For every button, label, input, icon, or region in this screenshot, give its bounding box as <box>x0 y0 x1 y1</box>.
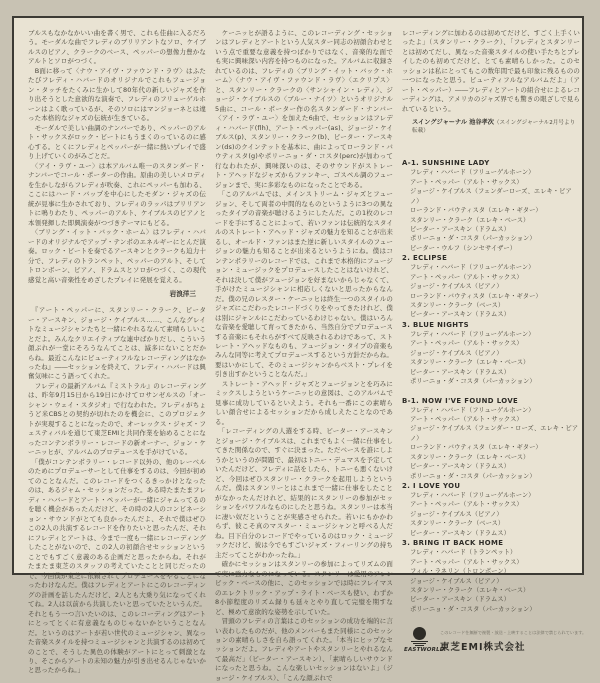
eastworld-logo <box>404 627 445 654</box>
track-personnel-line: ジョージ・ケイブルス（ピアノ） <box>410 349 503 357</box>
track-personnel-line: フレディ・ハバード（フリューゲルホーン） <box>410 406 535 414</box>
liner-notes-frame <box>12 16 587 682</box>
track-personnel-line: ローランド・バウティスタ（エレキ・ギター） <box>410 444 542 452</box>
eastworld-sun-icon <box>413 627 426 640</box>
track-item <box>402 481 580 538</box>
track-personnel-line: フレディ・ハバード（フリューゲルホーン） <box>410 169 535 177</box>
track-personnel-line: ピーター・アースキン（ドラムス） <box>410 529 510 537</box>
track-title: 2. ECLIPSE <box>402 254 448 263</box>
eastworld-logo-text: EASTWORLD <box>404 647 445 654</box>
track-title: A-1. SUNSHINE LADY <box>402 159 490 168</box>
text-columns <box>14 18 587 682</box>
track-personnel-line: アート・ペッパー（アルト・サックス） <box>410 273 523 281</box>
track-personnel-line: スタンリー・クラーク（ベース） <box>410 520 505 528</box>
essay-paragraph: ブルスもなかなかいい曲を書く男で、これも佳曲に入るだろう。モーダルな曲でフレディのブリリアントなソロ、ケイブルスのピアノ、クラークのベース、ペッパーの想像力豊かなアルトとソロがつづく。 <box>28 29 206 66</box>
track-personnel-line: ローランド・バウティスタ（エレキ・ギター） <box>410 207 542 215</box>
track-item <box>402 538 580 614</box>
essay-paragraph: 「レコーディングの人選をする時、ピーター・アースキンとジョージ・ケイブルスは、これまでもよく一緒に仕事をしてきた関係なので、すぐに決まった。ただベースを誰にしようかというのが問題で、最初はトニー・デュマスを予定していたんだけど、フレディに話をしたら、トニーも悪くないけど、今回はぜひスタンリー・クラークを起用しようというんだ。僕はスタンリーとはこれまで一緒に仕事をしたことがなかったんだけれど、結果的にスタンリーの参加がセッションをパワフルなものにしたと思うね。スタンリーは本当に凄い奴だということが実感させられた。若いにもかかわらず、彼こそ真のマスター・ミュージシャンと呼べる人だね。目下自分のレコードでやっているのはロック・ミュージックだけど、彼は今でもすごいジャズ・フィーリングの持ち主だってことがわかったね。」 <box>215 427 393 559</box>
essay-paragraph: 〈ブリング・イット・バック・ホーム〉はフレディ・ハバードのオリジナルでアップ・テンポのエネルギーにとんだ演奏。ロック・ビートを奏でるアースキンとクラークも迫力十分で、フレディのトランペット、ペッパーのアルト、そしてトロンボーン、ピアノ、ドラムスとソロがつづく、この現代感覚と高い音楽性をめざしたプレイに発展を覚える。 <box>28 228 206 284</box>
column-2 <box>215 29 394 682</box>
track-personnel-line: アート・ペッパー（アルト・サックス） <box>410 178 523 186</box>
track-personnel-line: アート・ペッパー（アルト・サックス） <box>410 558 523 566</box>
company-name: 東芝EMI株式会社 <box>440 642 526 654</box>
essay-paragraph: 「このアルバムでは、メインストリーム・ジャズとフュージョン、そして両者の中間的なものというように3つの異なったタイプの音楽が聴けるようにしたんだ。この1枚のレコードを手にすることによって、若いファンは伝統的なスタイルのストレート・アヘッド・ジャズの魅力を知ることが出来るし、オールド・ファンはまた逆に新しいスタイルのフュージョンの魅力も知ることが出来るというようにね。僕はコンテンポラリーのレコードでは、これまで本格的にフュージョン・ミュージックをプロデュースしたことはないけれど、それは決して僕がフュージョンを好まないからじゃなくて、手がけたミュージシャンに相応しくないと思ったからなんだ。僕の兄のレスター・ケーニッヒは終生一つのスタイルのジャズにこだわったレコードづくりをやってきたけれど、僕は別にジャンルにこだわっているわけじゃない。僕はいろんな音楽を愛聴して育ってきたから、当然自分でプロデュースする音楽にもそれらがすべて反映されるわけであって、ストレート・アヘッドなものも、フュージョン・タイプの音楽もみんな同等に考えてプロデュースするという方針だからね。要はいかにして、そのミュージシャンからベスト・プレイを引き出すかということなんだ。」 <box>215 190 394 379</box>
track-personnel-line: ピーター・アースキン（ドラムス） <box>410 311 510 319</box>
essay-paragraph: レコーディングに加わるのは初めてだけど、すごく上手くいったよ」（スタンリー・クラーク）、「フレディとスタンリーとは初めてだし、異なった音楽スタイルの使い手たちとプレイしたのも初めてだけど、とても素晴らしかった。このセッションは私にとってもこの数年間で最も印象に残るものの一つになったと思う。ビューティフルなアルバムだよ」（アート・ペッパー）――フレディとアートの組合せによるレコーディングは、アメリカのジャズ界でも驚きの眼ざしで見られているという。 <box>402 29 580 113</box>
track-personnel-line: ジョージ・ケイブルス（ピアノ） <box>410 283 503 291</box>
track-personnel-line: フレディ・ハバード（トランペット） <box>410 549 517 557</box>
essay-paragraph: 冒頭のフレディの言葉はこのセッションの成功を端的に言い表わしたものだが、他のメンバーもまた同様にこのセッションの素晴らしさを自ら語ってくれた。「本当にヒップなセッションだよ。フレディやアートやスタンリーとやれるなんて最高だ」（ピーター・アースキン）、「素晴らしいサウンドになったと思うね。こんな楽しいセッションはないよ」（ジョージ・ケイブルス）、「こんな顔ぶれで <box>215 617 393 682</box>
copyright-notice: このレコードを無断で複製・放送・上映することは法律で禁じられています。 <box>440 630 587 636</box>
tracklist-side-b <box>402 396 580 615</box>
track-personnel-line: ポリーニョ・ダ・コスタ（パーカッション） <box>410 235 536 243</box>
essay-paragraph: 「僕がコンテンポラリー・レコード以外の、他のレーベルのためにプロデューサーとして仕事をするのは、今回が初めてのことなんだ。このレコードをつくるきっかけとなったのは、あるジャム・セッションだった。ある時たまたまフレディ・ハバードとアート・ペッパーが一緒にジャムってるのを聴く機会があったんだけど、その時の2人のコンビネーション・サウンドがとても良かったんだよ、それで僕はぜひこの2人の共演するレコードを作りたいと思ったんだ、それにフレディとアートは、今まで一度も一緒にレコーディングしたことがないので、この2人の初顔合せセッションということでもすごく意義のある企画だと思ったからね。それがたまたま東芝のスタッフの考えていたことと同じだったので、今回僕が東芝に依頼されてプロデュースをやることになったわけなんだ。僕はフレディとアートにこのレコーディングの計画を話したんだけど、2人とも大乗り気になってくれてね。2人は以前から共演したいと思っていたというんだ。それともう一つ言いたいのは、このレコーディングはアートにとってとくに有意義なものじゃないかということなんだ。というのはアートが若い世代のミュージシャン、異なった音楽スタイルを持つミュージシャンと共演するのは初めてのことで、そうした異色の体験がアートにとって刺激となり、そこからアートの未知の魅力が引き出せるんじゃないかと思ったからね。」 <box>28 457 207 675</box>
track-title: 3. BRING IT BACK HOME <box>402 539 504 548</box>
track-personnel-line: ピーター・アースキン（ドラムス） <box>410 596 510 604</box>
article-byline <box>412 117 580 134</box>
track-personnel-line: スタンリー・クラーク（エレキ・ベース） <box>410 359 530 367</box>
track-personnel-line: アート・ペッパー（アルト・サックス） <box>410 501 523 509</box>
track-personnel-line: スタンリー・クラーク（ベース） <box>410 302 505 310</box>
track-title: 2. I LOVE YOU <box>402 482 461 491</box>
track-personnel-line: ジョージ・ケイブルス（フェンダー・ローズ、エレキ・ピアノ） <box>410 425 578 442</box>
label-footer <box>404 627 587 654</box>
essay-paragraph: モーダルで美しい曲調のナンバーであり、ペッパーのアルト・サックスがロック・ビートにもうまくのっているのに感心する。とくにフレディとペッパーが一緒に熱いプレイで盛り上げていくのがみごとだ。 <box>28 123 206 161</box>
eastworld-stripes-icon <box>411 641 428 646</box>
track-personnel-line: アート・ペッパー（アルト・サックス） <box>410 340 523 348</box>
stripe <box>411 641 428 642</box>
track-personnel-line: スタンリー・クラーク（エレキ・ベース） <box>410 453 530 461</box>
track-personnel-line: フレディ・ハバード（フリューゲルホーン） <box>410 264 535 272</box>
track-personnel-line: ポリーニョ・ダ・コスタ（パーカッション） <box>410 378 536 386</box>
column-3 <box>402 29 587 654</box>
track-item <box>402 253 580 320</box>
track-title: 3. BLUE NIGHTS <box>402 320 469 329</box>
column-1 <box>28 29 207 675</box>
author-signature: 岩浪洋三 <box>169 290 196 299</box>
track-personnel-line: ジョージ・ケイブルス（フェンダーローズ、エレキ・ピアノ） <box>410 188 572 205</box>
track-personnel-line: ピーター・ウルフ（シンセサイザー） <box>410 244 517 252</box>
track-item <box>402 158 580 253</box>
track-personnel-line: ピーター・アースキン（ドラムス） <box>410 225 510 233</box>
essay-paragraph: ストレート・アヘッド・ジャズとフュージョンとを巧みにミックスしようというケーニッヒの意図は、このアルバムで見事に成功しているといえよう。それも一番にこの素晴らしい顔合せによるセッションだから成しえたことなのである。 <box>215 379 393 426</box>
essay-paragraph: 『アート・ペッパーに、スタンリー・クラーク、ピーター・アースキン、ジョージ・ケイブルス……、こんなグレイトなミュージシャンたちと一緒にやれるなんて素晴らしいことだよ。みんなクリエイティブな連中ばかりだし、こういう顔ぶれが一堂にそろうなんてことは、滅多にないことだからね。最近こんなにビューティフルなレコーディングはなかったね』――セッションを終えて、フレディ・ハバードは興奮気味にこう語ってくれた。 <box>28 306 206 381</box>
byline-source-note: （スイングジャーナル2月号より転載） <box>412 120 576 135</box>
track-personnel-line: スタンリー・クラーク（エレキ・ベース） <box>410 586 530 594</box>
tracklist-side-a <box>402 158 580 386</box>
track-personnel-line: ポリーニョ・ダ・コスタ（パーカッション） <box>410 605 536 613</box>
essay-paragraph: 〈アイ・ラヴ・ユー〉は本アルバム唯一のスタンダード・ナンバーでコール・ポーターの作曲。原曲の美しいメロディを生かしながらフレディが吹奏、これにペッパーも加わる、ここにはハード・バップを中心にしたモダン・ジャズの伝統が見事に生かされており、フレディのラッパはブリリアントに鳴りわたり、ペッパーのアルト、ケイブルスのピアノと本領発揮した即興演奏がつづきテーマにもどる。 <box>28 161 206 227</box>
track-personnel-line: スタンリー・クラーク（エレキ・ベース） <box>410 216 530 224</box>
track-personnel-line: ジョージ・ケイブルス（ピアノ） <box>410 510 503 518</box>
track-personnel-line: ポリーニョ・ダ・コスタ（パーカッション） <box>410 472 536 480</box>
essay-paragraph: 確かにセッションはスタンリーの参加によってリズムの面で実に強力なものになっている。スタンリーは愛用のアレンビック・ベースの他に、このセッションでは時にフレイマスのエレクトリック・アップ・ライト・ベースも使い、わずか8小節程度のリズム録りも延々とやり直して完璧を期すなど、極めて意欲的な姿勢を示していた。 <box>215 560 393 616</box>
byline-author: スイングジャーナル 池谷孝次 <box>412 119 494 127</box>
track-personnel-line: フィル・ラネリン（トロンボーン） <box>410 568 510 576</box>
essay-paragraph: フレディの最新アルバム『ミストラル』のレコーディングは、昨年9月15日から19日にかけてロサンゼルスの「オーシャン・ウェイ・スタジオ」で行なわれた。フレディがちょうど米CBSとの契約が切れたのを機会に、このプロジェクトが実現することになったので、オーレックス・ジャズ・フェスティバルを通じて東芝EMIと共同作業を始めることになったコンテンポラリー・レコードの新オーナー、ジョン・ケーニッヒが、アルバムのプロデュースを手がけている。 <box>28 381 206 457</box>
track-item <box>402 396 580 482</box>
track-personnel-line: フレディ・ハバード（フリューゲルホーン） <box>410 492 535 500</box>
track-personnel-line: ローランド・バウティスタ（エレキ・ギター） <box>410 292 542 300</box>
stripe <box>415 645 424 646</box>
stripe <box>413 643 426 644</box>
track-personnel-line: フレディ・ハバード（フリューゲルホーン） <box>410 330 535 338</box>
track-item <box>402 320 580 387</box>
track-personnel-line: ピーター・アースキン（ドラムス） <box>410 463 510 471</box>
track-title: B-1. NOW I'VE FOUND LOVE <box>402 396 519 405</box>
essay-paragraph: ケーニッヒが語るように、このレコーディング・セッションはフレディとアートという人気スター同志の初顔合わせという点で重要な意義を持つばかりではなく、音楽的な面でも実に興味深い内容を持つものになった。アルバムに収録されているのは、フレディの〈ブリング・イット・バック・ホーム〉〈ナウ・アイヴ・ファウンド・ラヴ〉〈エクリプス〉と、スタンリー・クラークの〈サンシャイン・レディ〉、ジョージ・ケイブルスの〈ブルー・ナイツ〉というオリジナル5曲に、コール・ポーター作の名スタンダード・ナンバー〈アイ・ラヴ・ユー〉を加えた6曲で、セッションはフレディ・ハバード(flh)、アート・ペッパー(as)、ジョージ・ケイブルス(p)、スタンリー・クラーク(b)、ピーター・アースキン(ds)のクインテットを基本に、曲によってローランド・バウティスタ(g)やポリーニョ・ダ・コスタ(perc)が加わって行なわれたが、興味深いのは、そのサウンドがストレート・アヘッドなジャズからファンキー、ゴスペル調のフュージョンまで、実に多彩なものになったことである。 <box>215 29 393 189</box>
essay-paragraph: B面に移って〈ナウ・アイヴ・ファウンド・ラヴ〉はふたたびフレディ・ハバードのオリジナルでこれもフュージョン・タッチをたくみに生かして80年代の新しいジャズを作り出そうとした意欲的な演奏で、フレディのフリューゲルホーンはよく歌っているが、そのソロにはマンジョーネとは違った本格的なジャズの伝統が生きている。 <box>28 66 206 123</box>
track-personnel-line: アート・ペッパー（アルト・サックス） <box>410 415 523 423</box>
track-personnel-line: ピーター・アースキン（ドラムス） <box>410 368 510 376</box>
track-personnel-line: ジョージ・ケイブルス（ピアノ） <box>410 577 503 585</box>
footer-text-block <box>440 630 586 653</box>
tracklist <box>402 158 580 614</box>
